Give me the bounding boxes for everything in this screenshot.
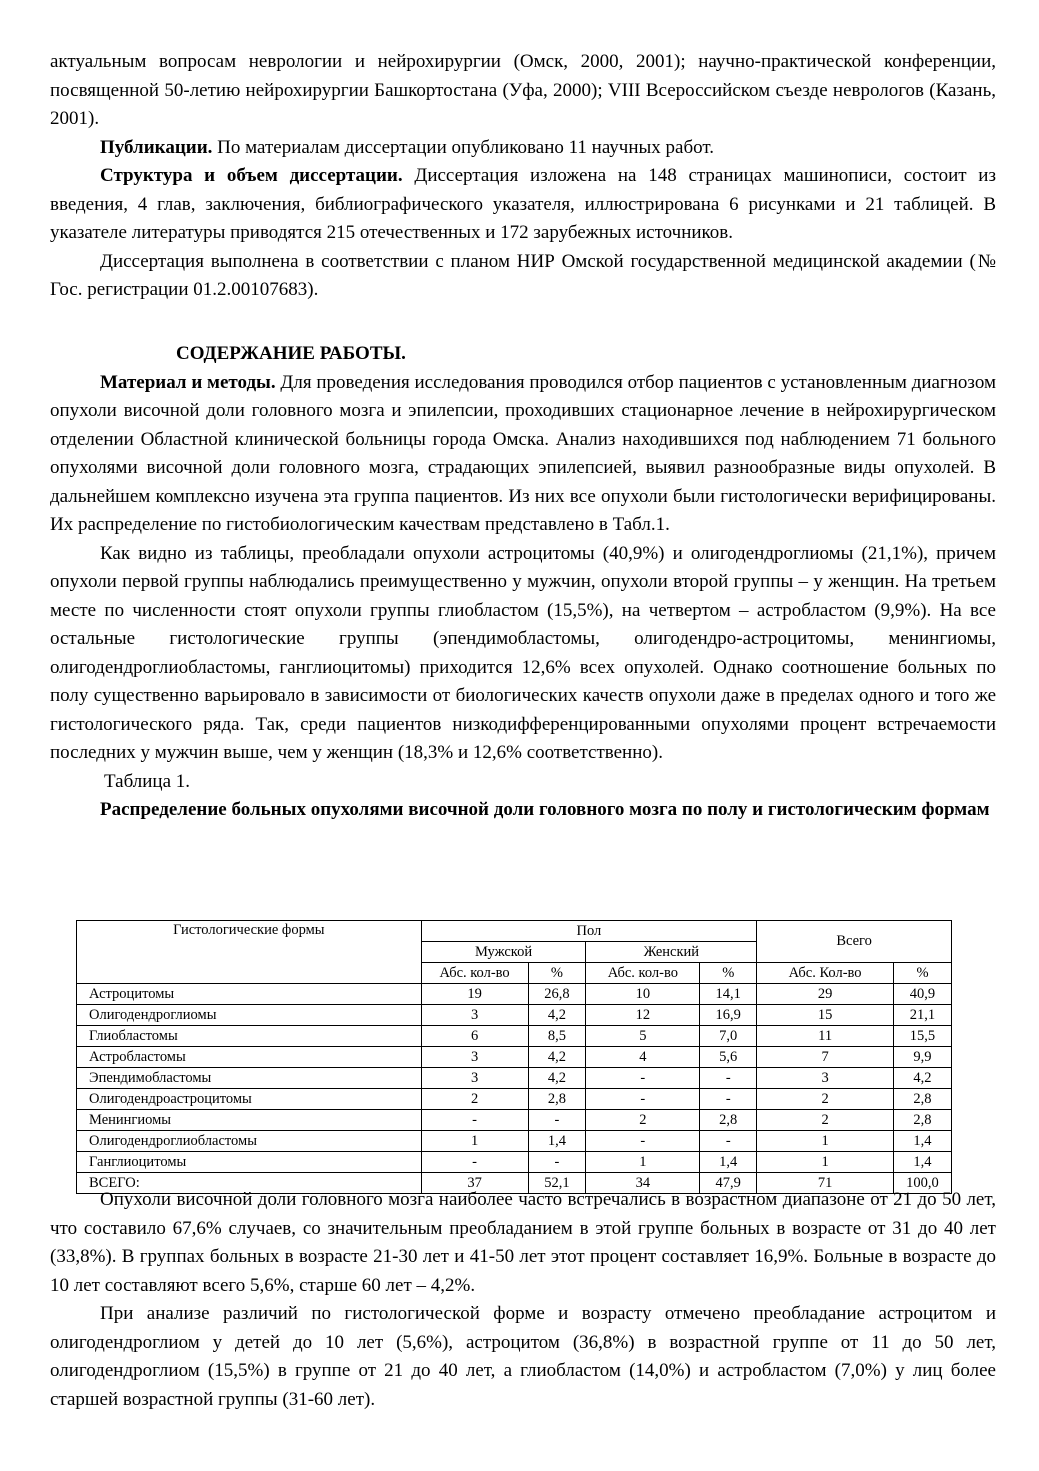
table-row <box>77 1068 952 1089</box>
table-discussion-paragraph: Как видно из таблицы, преобладали опухоли астроцитомы (40,9%) и олигодендроглиомы (21,1%), причем опухоли первой группы наблюдались преимущественно у мужчин, опухоли второй группы – у женщин. На третьем месте по численности стоят опухоли группы глиобластом (15,5%), на четвертом – астробластом (9,9%). На все остальные гистологические группы (эпендимобластомы, олигодендро-астроцитомы, менингиомы, олигодендроглиобластомы, ганглиоцитомы) приходится 12,6% всех опухолей. Однако соотношение больных по полу существенно варьировало в зависимости от биологических качеств опухоли даже в пределах одного и того же гистологического ряда. Так, среди пациентов низкодифференцированными опухолями процент встречаемости последних у мужчин выше, чем у женщин (18,3% и 12,6% соответственно). <box>50 542 996 763</box>
row-form-name: Олигодендроастроцитомы <box>77 1089 422 1110</box>
row-value: 4,2 <box>528 1005 586 1026</box>
header-pct-female: % <box>700 963 757 984</box>
row-value: - <box>700 1131 757 1152</box>
table-row <box>77 984 952 1005</box>
row-form-name: Астроцитомы <box>77 984 422 1005</box>
row-value: 1 <box>757 1152 894 1173</box>
row-value: 21,1 <box>893 1005 951 1026</box>
row-value: 2 <box>421 1089 528 1110</box>
header-pct-total: % <box>893 963 951 984</box>
age-paragraph: Опухоли височной доли головного мозга наиболее часто встречались в возрастном диапазоне от 21 до 50 лет, что составило 67,6% случаев, со значительным преобладанием в этой группе больных в возрасте от 31 до 40 лет (33,8%). В группах больных в возрасте 21-30 лет и 41-50 лет этот процент составляет 16,9%. Больные в возрасте до 10 лет составляют всего 5,6%, старше 60 лет – 4,2%. <box>50 1189 996 1296</box>
table-body <box>77 984 952 1194</box>
intro-paragraph: актуальным вопросам неврологии и нейрохирургии (Омск, 2000, 2001); научно-практической конференции, посвященной 50-летию нейрохирургии Башкортостана (Уфа, 2000); VIII Всероссийском съезде неврологов (Казань, 2001). <box>50 51 996 129</box>
row-value: 1,4 <box>893 1131 951 1152</box>
row-value: 6 <box>421 1026 528 1047</box>
table-row <box>77 1089 952 1110</box>
row-value: 29 <box>757 984 894 1005</box>
row-form-name: Глиобластомы <box>77 1026 422 1047</box>
row-value: 52,1 <box>528 1173 586 1194</box>
row-value: 5 <box>586 1026 700 1047</box>
methods-paragraph <box>50 369 996 540</box>
table-row <box>77 1026 952 1047</box>
row-value: 2 <box>757 1089 894 1110</box>
row-value: 1,4 <box>528 1131 586 1152</box>
row-value: 34 <box>586 1173 700 1194</box>
text-block-main <box>50 340 996 825</box>
row-value: 11 <box>757 1026 894 1047</box>
row-value: 40,9 <box>893 984 951 1005</box>
row-value: 3 <box>421 1047 528 1068</box>
row-value: 100,0 <box>893 1173 951 1194</box>
row-value: - <box>421 1110 528 1131</box>
publications-paragraph <box>50 134 996 163</box>
header-female: Женский <box>586 942 757 963</box>
table-row <box>77 1047 952 1068</box>
header-sex: Пол <box>421 921 757 942</box>
table-row <box>77 1110 952 1131</box>
text-block-bottom <box>50 1186 996 1414</box>
row-value: - <box>700 1089 757 1110</box>
row-value: 2,8 <box>528 1089 586 1110</box>
table-row <box>77 1152 952 1173</box>
row-value: 1 <box>421 1131 528 1152</box>
header-abs-female: Абс. кол-во <box>586 963 700 984</box>
methods-text: Для проведения исследования проводился отбор пациентов с установленным диагнозом опухоли височной доли головного мозга и эпилепсии, проходивших стационарное лечение в нейрохирургическом отделении Областной клинической больницы города Омска. Анализ находившихся под наблюдением 71 больного опухолями височной доли головного мозга, страдающих эпилепсией, выявил разнообразные виды опухолей. В дальнейшем комплексно изучена эта группа пациентов. Из них все опухоли были гистологически верифицированы. Их распределение по гистобиологическим качествам представлено в Табл.1. <box>50 371 996 535</box>
row-value: 47,9 <box>700 1173 757 1194</box>
final-paragraph: При анализе различий по гистологической форме и возрасту отмечено преобладание астроцитом и олигодендроглиом у детей до 10 лет (5,6%), астроцитом (36,8%) в возрастной группе от 11 до 50 лет, олигодендроглиом (15,5%) в группе от 21 до 40 лет, а глиобластом (14,0%) и астробластом (7,0%) у лиц более старшей возрастной группы (31-60 лет). <box>50 1303 996 1410</box>
row-value: 2,8 <box>893 1089 951 1110</box>
row-value: 14,1 <box>700 984 757 1005</box>
table-row <box>77 1005 952 1026</box>
header-pct-male: % <box>528 963 586 984</box>
header-total: Всего <box>757 921 952 963</box>
header-forms: Гистологические формы <box>77 921 422 984</box>
table-header-row-1 <box>77 921 952 942</box>
row-value: 15 <box>757 1005 894 1026</box>
row-form-name: Эпендимобластомы <box>77 1068 422 1089</box>
row-form-name: Олигодендроглиомы <box>77 1005 422 1026</box>
structure-label: Структура и объем диссертации. <box>100 165 403 186</box>
row-value: 7 <box>757 1047 894 1068</box>
row-value: 7,0 <box>700 1026 757 1047</box>
row-value: 1,4 <box>700 1152 757 1173</box>
header-abs-total: Абс. Кол-во <box>757 963 894 984</box>
row-value: 4,2 <box>893 1068 951 1089</box>
row-value: 2,8 <box>893 1110 951 1131</box>
row-value: 71 <box>757 1173 894 1194</box>
structure-paragraph <box>50 162 996 248</box>
header-male: Мужской <box>421 942 586 963</box>
row-value: 19 <box>421 984 528 1005</box>
row-value: 1 <box>757 1131 894 1152</box>
section-heading: СОДЕРЖАНИЕ РАБОТЫ. <box>176 343 406 364</box>
table-caption: Таблица 1. <box>104 770 191 792</box>
row-value: 12 <box>586 1005 700 1026</box>
publications-label: Публикации. <box>100 136 213 158</box>
text-block-top <box>50 48 996 305</box>
row-value: - <box>528 1152 586 1173</box>
publications-text: По материалам диссертации опубликовано 11 научных работ. <box>212 136 715 158</box>
table-row <box>77 1131 952 1152</box>
row-value: 1 <box>586 1152 700 1173</box>
row-value: 16,9 <box>700 1005 757 1026</box>
row-value: - <box>586 1131 700 1152</box>
row-value: 26,8 <box>528 984 586 1005</box>
row-value: 3 <box>421 1005 528 1026</box>
table-title: Распределение больных опухолями височной доли головного мозга по полу и гистологическим формам <box>100 799 990 820</box>
methods-label: Материал и методы. <box>100 371 276 393</box>
row-value: 3 <box>757 1068 894 1089</box>
row-form-name: Астробластомы <box>77 1047 422 1068</box>
row-value: 1,4 <box>893 1152 951 1173</box>
row-value: 2,8 <box>700 1110 757 1131</box>
row-form-name: Ганглиоцитомы <box>77 1152 422 1173</box>
row-value: 10 <box>586 984 700 1005</box>
row-value: - <box>421 1152 528 1173</box>
histology-table <box>76 920 952 1194</box>
row-value: 8,5 <box>528 1026 586 1047</box>
row-value: 4,2 <box>528 1047 586 1068</box>
row-value: 37 <box>421 1173 528 1194</box>
row-value: 2 <box>586 1110 700 1131</box>
header-abs-male: Абс. кол-во <box>421 963 528 984</box>
row-form-name: Олигодендроглиобластомы <box>77 1131 422 1152</box>
row-value: - <box>528 1110 586 1131</box>
row-form-name: ВСЕГО: <box>77 1173 422 1194</box>
plan-paragraph: Диссертация выполнена в соответствии с планом НИР Омской государственной медицинской академии (№ Гос. регистрации 01.2.00107683). <box>50 250 996 300</box>
row-value: 3 <box>421 1068 528 1089</box>
row-form-name: Менингиомы <box>77 1110 422 1131</box>
structure-text: Диссертация изложена на 148 страницах машинописи, состоит из введения, 4 глав, заключения, библиографического указателя, иллюстрирована 6 рисунками и 21 таблицей. В указателе литературы приводятся 215 отечественных и 172 зарубежных источников. <box>50 165 996 243</box>
row-value: 15,5 <box>893 1026 951 1047</box>
row-value: - <box>586 1089 700 1110</box>
row-value: - <box>700 1068 757 1089</box>
row-value: 9,9 <box>893 1047 951 1068</box>
row-value: 4,2 <box>528 1068 586 1089</box>
row-value: - <box>586 1068 700 1089</box>
row-value: 5,6 <box>700 1047 757 1068</box>
row-value: 2 <box>757 1110 894 1131</box>
row-value: 4 <box>586 1047 700 1068</box>
